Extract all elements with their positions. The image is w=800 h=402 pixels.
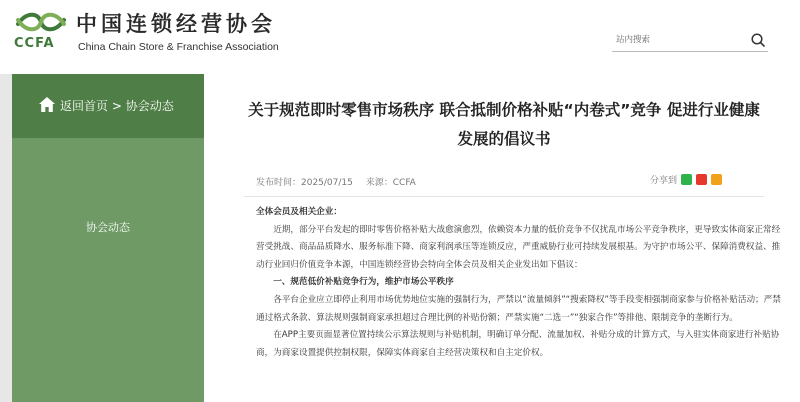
article-panel xyxy=(204,74,800,402)
sidebar-item-label: 协会动态 xyxy=(86,221,130,234)
org-name-english: China Chain Store & Franchise Association xyxy=(78,41,279,53)
site-header xyxy=(0,0,800,74)
share-label: 分享到 xyxy=(650,176,678,186)
article-meta xyxy=(256,175,426,188)
search-input[interactable] xyxy=(616,32,736,48)
paragraph-section1-a: 各平台企业应立即停止利用市场优势地位实施的强制行为，严禁以“流量倾斜”“搜索降权”等手段变相强制商家参与价格补贴活动；严禁通过格式条款、算法规则强制商家承担超过合理比例的补贴份额；严禁实施“二选一”“独家合作”等排他、限制竞争的垄断行为。 xyxy=(256,294,781,323)
publish-time: 发布时间：2025/07/15 xyxy=(256,178,353,188)
logo-abbreviation: CCFA xyxy=(14,36,55,51)
article-title-line1: 关于规范即时零售市场秩序 联合抵制价格补贴“内卷式”竞争 促进行业健康 xyxy=(248,101,760,119)
weibo-share-icon[interactable] xyxy=(696,174,707,185)
org-name-chinese: 中国连锁经营协会 xyxy=(76,11,276,36)
search-box xyxy=(612,30,768,52)
article-source: 来源：CCFA xyxy=(365,178,416,188)
wechat-share-icon[interactable] xyxy=(681,174,692,185)
breadcrumb-separator: > xyxy=(111,99,122,113)
home-icon[interactable] xyxy=(38,96,56,113)
qzone-share-icon[interactable] xyxy=(711,174,722,185)
section-heading-1: 一、规范低价补贴竞争行为，维护市场公平秩序 xyxy=(273,277,454,288)
sidebar xyxy=(12,74,204,402)
article-title xyxy=(244,96,764,154)
paragraph-section1-b: 在APP主要页面显著位置持续公示算法规则与补贴机制，明确订单分配、流量加权、补贴分成的计算方式，与入驻实体商家进行补贴协商，为商家设置提供控制权限，保障实体商家自主经营决策权和自主定价权。 xyxy=(256,330,780,358)
breadcrumb-current[interactable]: 协会动态 xyxy=(125,99,174,113)
sidebar-item-association-news[interactable] xyxy=(12,210,204,246)
share-bar xyxy=(650,173,722,186)
article-title-line2: 发展的倡议书 xyxy=(457,130,551,148)
breadcrumb-text xyxy=(60,97,174,114)
article-body xyxy=(256,204,786,362)
breadcrumb-home-link[interactable]: 返回首页 xyxy=(60,99,109,113)
paragraph-intro: 近期，部分平台发起的即时零售价格补贴大战愈演愈烈，依赖资本力量的低价竞争不仅扰乱市场公平竞争秩序，更导致实体商家正常经营受挑战、商品品质降水、服务标准下降、商家利润承压等连锁反应，严重威胁行业可持续发展根基。为守护市场公平、保障消费权益、推动行业回归价值竞争本源，中国连锁经营协会特向全体会员及相关企业发出如下倡议： xyxy=(256,224,781,270)
salutation: 全体会员及相关企业： xyxy=(256,207,342,217)
breadcrumb xyxy=(12,74,204,138)
ccfa-logo-icon[interactable] xyxy=(14,8,68,38)
meta-divider xyxy=(244,196,764,197)
search-icon[interactable] xyxy=(750,32,766,48)
